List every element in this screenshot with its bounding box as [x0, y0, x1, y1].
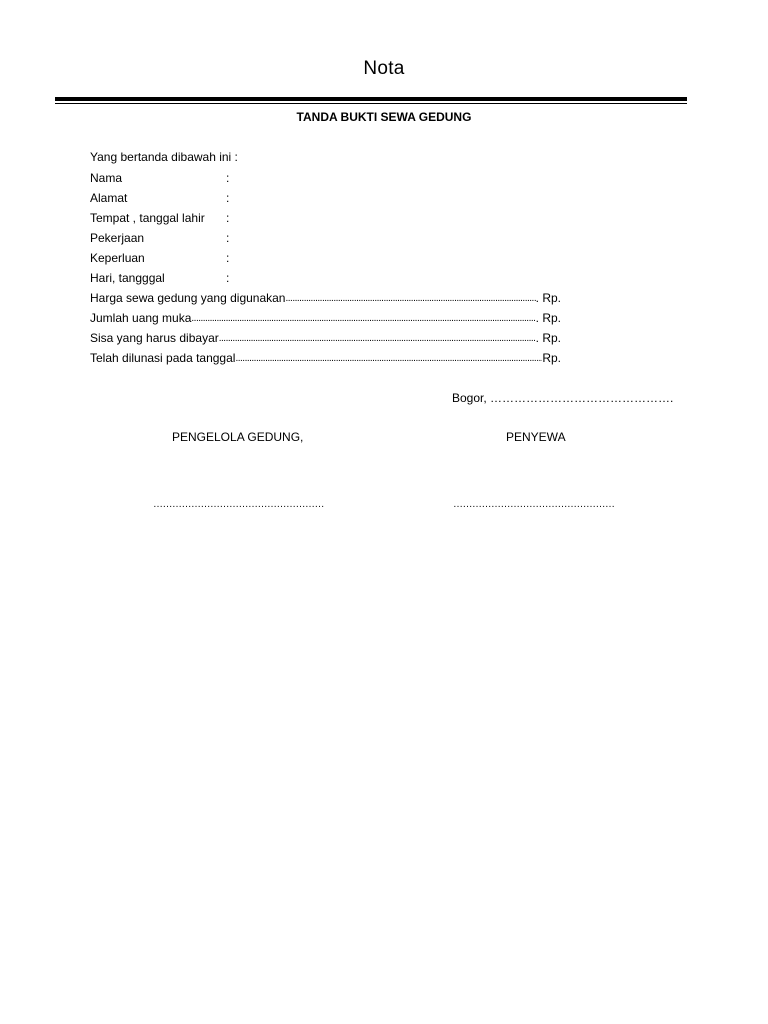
payment-row-sisa — [90, 329, 561, 347]
payment-currency: . Rp. — [535, 311, 561, 325]
field-label: Hari, tangggal — [90, 271, 165, 285]
field-label: Alamat — [90, 191, 128, 205]
signature-line-penyewa: …………………………………………… — [453, 499, 615, 510]
field-colon: : — [226, 231, 230, 245]
payment-row-dilunasi — [90, 349, 561, 367]
signature-label-pengelola: PENGELOLA GEDUNG, — [172, 430, 304, 444]
payment-label: Harga sewa gedung yang digunakan — [90, 291, 286, 305]
payment-row-uang-muka — [90, 309, 561, 327]
dotted-leader — [219, 329, 536, 347]
signature-line-pengelola: ……………………………………………… — [153, 499, 324, 510]
field-label: Nama — [90, 171, 123, 185]
payment-currency: . Rp. — [535, 331, 561, 345]
signature-label-penyewa: PENYEWA — [506, 430, 566, 444]
field-label: Tempat , tanggal lahir — [90, 211, 205, 225]
payment-row-harga-sewa — [90, 289, 561, 307]
field-label: Keperluan — [90, 251, 145, 265]
payment-currency: Rp. — [542, 351, 561, 365]
payment-label: Sisa yang harus dibayar — [90, 331, 219, 345]
payment-label: Telah dilunasi pada tanggal — [90, 351, 236, 365]
payment-currency: . Rp. — [535, 291, 561, 305]
field-label: Pekerjaan — [90, 231, 145, 245]
field-colon: : — [226, 251, 230, 265]
intro-text: Yang bertanda dibawah ini : — [90, 150, 238, 164]
header-divider-thin — [55, 103, 687, 104]
field-colon: : — [226, 171, 230, 185]
dotted-leader — [285, 289, 535, 307]
dotted-leader — [235, 349, 542, 367]
dotted-leader — [191, 309, 535, 327]
field-colon: : — [226, 211, 230, 225]
header-divider-thick — [55, 97, 687, 101]
page-title: Nota — [363, 58, 405, 79]
place-date: Bogor, ………………………………………. — [452, 391, 674, 405]
document-heading: TANDA BUKTI SEWA GEDUNG — [296, 110, 472, 124]
payment-label: Jumlah uang muka — [90, 311, 192, 325]
field-colon: : — [226, 191, 230, 205]
field-colon: : — [226, 271, 230, 285]
